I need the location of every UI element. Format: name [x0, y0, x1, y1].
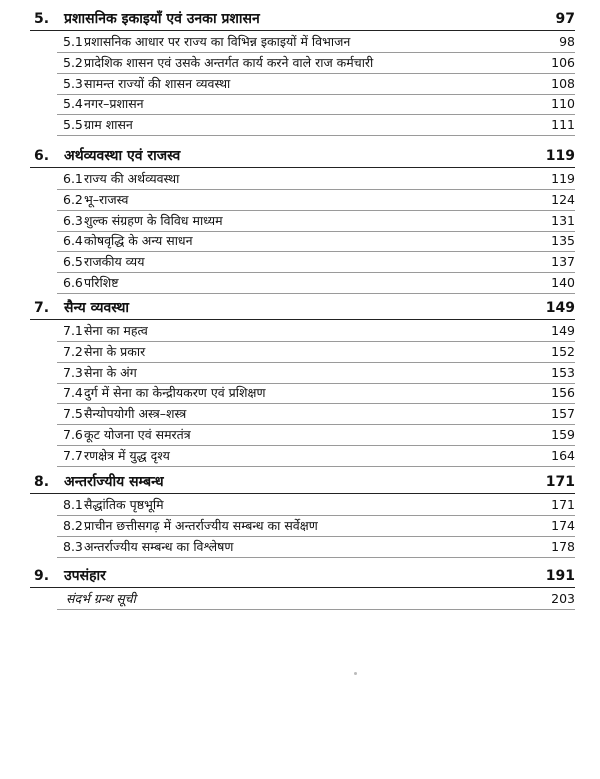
section-page: 111: [551, 117, 575, 133]
section-divider: [57, 557, 575, 558]
section-page: 157: [551, 406, 575, 422]
section-item: [0, 32, 600, 52]
section-title: ग्राम शासन: [84, 117, 133, 133]
section-item: [0, 383, 600, 403]
chapter-number: 7.: [34, 300, 50, 316]
section-number: 6.6: [63, 275, 83, 290]
chapter-title: उपसंहार: [64, 568, 106, 584]
section-item: [0, 169, 600, 189]
section-item: [0, 53, 600, 73]
section-number: 6.3: [63, 212, 83, 228]
chapter-title: अन्तर्राज्यीय सम्बन्ध: [64, 474, 164, 490]
chapter-number: 8.: [34, 474, 50, 490]
section-item: [0, 404, 600, 424]
chapter-heading: [0, 9, 600, 29]
section-number: 8.2: [63, 517, 83, 533]
section-item: [0, 211, 600, 231]
section-item: [0, 495, 600, 515]
section-page: 203: [551, 591, 575, 606]
section-page: 124: [551, 191, 575, 207]
section-title: अन्तर्राज्यीय सम्बन्ध का विश्लेषण: [84, 538, 234, 554]
section-divider: [57, 293, 575, 294]
section-item: [0, 94, 600, 114]
section-title: कोषवृद्धि के अन्य साधन: [84, 233, 193, 249]
section-item: [0, 231, 600, 251]
chapter-page: 171: [545, 474, 575, 490]
section-item: [0, 537, 600, 557]
section-item: [0, 273, 600, 293]
chapter-divider: [30, 30, 575, 31]
section-page: 137: [551, 254, 575, 270]
section-item: [0, 252, 600, 272]
section-page: 153: [551, 364, 575, 380]
chapter-number: 9.: [34, 568, 50, 584]
section-divider: [57, 466, 575, 467]
section-title: दुर्ग में सेना का केन्द्रीयकरण एवं प्रशिक्षण: [84, 385, 266, 401]
chapter-heading: [0, 146, 600, 166]
section-page: 149: [551, 323, 575, 338]
section-page: 174: [551, 517, 575, 533]
section-page: 110: [551, 96, 575, 112]
section-title: प्रादेशिक शासन एवं उसके अन्तर्गत कार्य करने वाले राज कर्मचारी: [84, 54, 374, 70]
chapter-heading: [0, 472, 600, 492]
section-number: 5.4: [63, 96, 83, 112]
section-title: भू–राजस्व: [84, 191, 129, 207]
chapter-divider: [30, 319, 575, 320]
section-page: 164: [551, 447, 575, 463]
chapter-page: 191: [545, 568, 575, 584]
section-number: 6.5: [63, 254, 83, 270]
section-title: कूट योजना एवं समरतंत्र: [84, 427, 191, 442]
chapter-page: 149: [545, 300, 575, 316]
section-title: राज्य की अर्थव्यवस्था: [84, 171, 180, 186]
chapter-title: सैन्य व्यवस्था: [64, 300, 130, 316]
chapter-number: 5.: [34, 11, 50, 27]
chapter-divider: [30, 587, 575, 588]
section-page: 140: [551, 275, 575, 290]
chapter-title: अर्थव्यवस्था एवं राजस्व: [64, 148, 181, 164]
section-number: 7.1: [63, 323, 83, 338]
section-page: 108: [551, 75, 575, 91]
section-item: [0, 516, 600, 536]
section-page: 156: [551, 385, 575, 401]
section-number: 5.3: [63, 75, 83, 91]
section-page: 135: [551, 233, 575, 249]
chapter-title: प्रशासनिक इकाइयाँ एवं उनका प्रशासन: [64, 11, 260, 27]
section-title: सेना के अंग: [84, 364, 137, 380]
section-number: 8.3: [63, 538, 83, 554]
chapter-heading: [0, 298, 600, 318]
section-number: 5.2: [63, 54, 83, 70]
chapter-divider: [30, 167, 575, 168]
section-page: 119: [551, 171, 575, 186]
section-number: 7.4: [63, 385, 83, 401]
section-item: [0, 425, 600, 445]
section-item: [0, 190, 600, 210]
section-title: प्राचीन छत्तीसगढ़ में अन्तर्राज्यीय सम्बन्ध का सर्वेक्षण: [84, 517, 318, 533]
chapter-divider: [30, 493, 575, 494]
section-title: सैन्योपयोगी अस्त्र–शस्त्र: [84, 406, 187, 422]
chapter-heading: [0, 566, 600, 586]
section-divider: [57, 135, 575, 136]
chapter-page: 119: [545, 148, 575, 164]
section-page: 178: [551, 538, 575, 554]
section-page: 159: [551, 427, 575, 442]
section-number: 6.2: [63, 191, 83, 207]
section-page: 98: [559, 34, 575, 49]
section-item: [0, 321, 600, 341]
section-item: [0, 446, 600, 466]
section-title: प्रशासनिक आधार पर राज्य का विभिन्न इकाइयों में विभाजन: [84, 34, 351, 49]
section-title: परिशिष्ट: [84, 275, 119, 290]
speck-mark: [354, 672, 357, 675]
section-number: 6.4: [63, 233, 83, 249]
section-number: 8.1: [63, 497, 83, 512]
section-title: सेना का महत्व: [84, 323, 148, 338]
section-page: 106: [551, 54, 575, 70]
section-title: संदर्भ ग्रन्थ सूची: [66, 591, 136, 606]
section-number: 5.1: [63, 34, 83, 49]
section-item: [0, 74, 600, 94]
section-number: 7.3: [63, 364, 83, 380]
section-title: सामन्त राज्यों की शासन व्यवस्था: [84, 75, 231, 91]
section-page: 131: [551, 212, 575, 228]
section-title: शुल्क संग्रहण के विविध माध्यम: [84, 212, 223, 228]
section-item: [0, 589, 600, 609]
section-title: राजकीय व्यय: [84, 254, 145, 270]
section-title: सेना के प्रकार: [84, 343, 146, 359]
section-item: [0, 115, 600, 135]
chapter-page: 97: [555, 11, 575, 27]
section-page: 171: [551, 497, 575, 512]
section-page: 152: [551, 343, 575, 359]
chapter-number: 6.: [34, 148, 50, 164]
section-number: 7.2: [63, 343, 83, 359]
section-item: [0, 363, 600, 383]
section-title: रणक्षेत्र में युद्ध दृश्य: [84, 447, 170, 463]
section-divider: [57, 609, 575, 610]
section-number: 7.5: [63, 406, 83, 422]
section-item: [0, 342, 600, 362]
section-number: 6.1: [63, 171, 83, 186]
section-number: 7.6: [63, 427, 83, 442]
section-number: 5.5: [63, 117, 83, 133]
section-number: 7.7: [63, 447, 83, 463]
section-title: सैद्धांतिक पृष्ठभूमि: [84, 497, 164, 512]
section-title: नगर–प्रशासन: [84, 96, 144, 112]
